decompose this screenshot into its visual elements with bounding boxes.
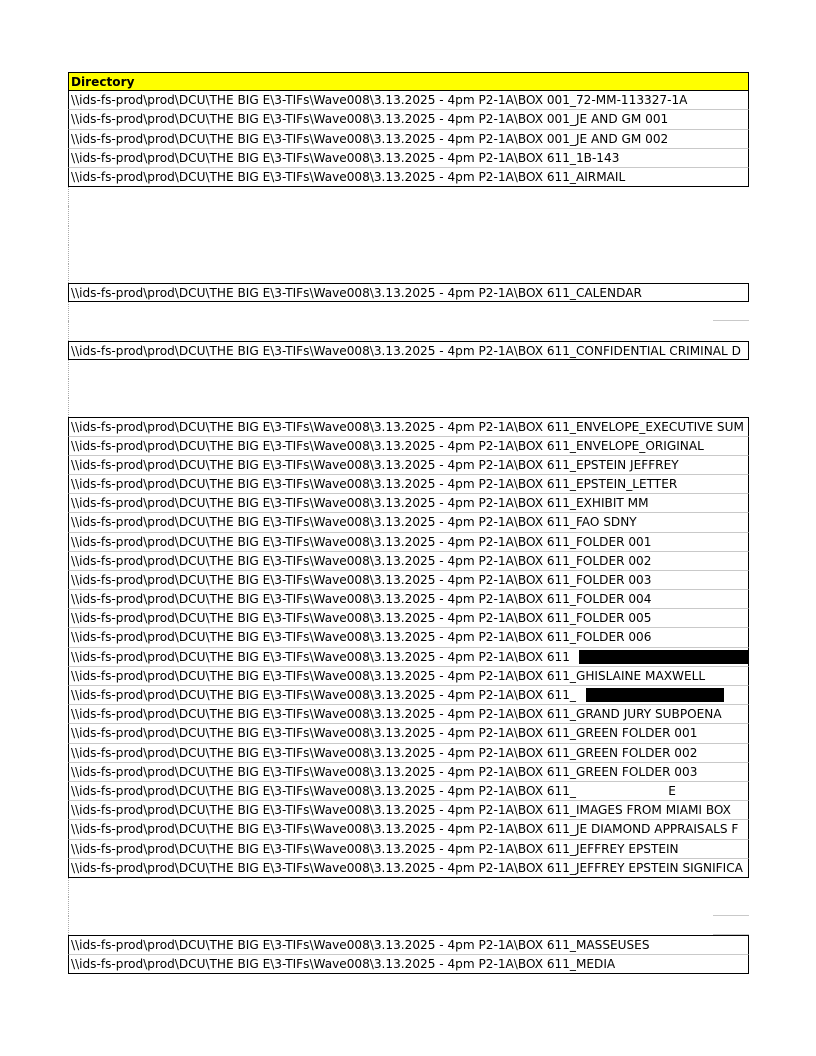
blank-row <box>68 302 749 321</box>
table-row <box>68 801 749 820</box>
table-row <box>68 283 749 302</box>
table-row <box>68 552 749 571</box>
directory-path-cell: \\ids-fs-prod\prod\DCU\THE BIG E\3-TIFs\Wave008\3.13.2025 - 4pm P2-1A\BOX 611_MEDIA <box>71 956 616 971</box>
table-row <box>68 744 749 763</box>
directory-path-cell: \\ids-fs-prod\prod\DCU\THE BIG E\3-TIFs\Wave008\3.13.2025 - 4pm P2-1A\BOX 611_FAO SDNY <box>71 515 637 530</box>
blank-row <box>68 878 749 897</box>
directory-path-cell: \\ids-fs-prod\prod\DCU\THE BIG E\3-TIFs\Wave008\3.13.2025 - 4pm P2-1A\BOX 611_MASSEUSES <box>71 938 650 953</box>
directory-path-cell: \\ids-fs-prod\prod\DCU\THE BIG E\3-TIFs\Wave008\3.13.2025 - 4pm P2-1A\BOX 611_FOLDER 006 <box>71 630 652 645</box>
blank-row <box>68 379 749 398</box>
table-row <box>68 648 749 667</box>
blank-row <box>68 321 749 340</box>
table-row <box>68 705 749 724</box>
table-row <box>68 628 749 647</box>
table-row <box>68 590 749 609</box>
blank-row <box>68 226 749 245</box>
table-row <box>68 859 749 878</box>
table-row <box>68 149 749 168</box>
blank-row <box>68 206 749 225</box>
table-row <box>68 935 749 954</box>
directory-path-cell: \\ids-fs-prod\prod\DCU\THE BIG E\3-TIFs\Wave008\3.13.2025 - 4pm P2-1A\BOX 611_EPSTEIN JEFFREY <box>71 457 679 472</box>
table-row <box>68 533 749 552</box>
table-row <box>68 456 749 475</box>
table-row <box>68 686 749 705</box>
table-row <box>68 91 749 110</box>
directory-path-cell: \\ids-fs-prod\prod\DCU\THE BIG E\3-TIFs\Wave008\3.13.2025 - 4pm P2-1A\BOX 611_CALENDAR <box>71 286 642 301</box>
directory-path-cell: \\ids-fs-prod\prod\DCU\THE BIG E\3-TIFs\Wave008\3.13.2025 - 4pm P2-1A\BOX 611_JE DIAMOND APPRAISALS F <box>71 822 739 837</box>
blank-row <box>68 187 749 206</box>
table-row <box>68 475 749 494</box>
directory-path-cell: \\ids-fs-prod\prod\DCU\THE BIG E\3-TIFs\Wave008\3.13.2025 - 4pm P2-1A\BOX 611_AIRMAIL <box>71 169 626 184</box>
directory-path-cell: \\ids-fs-prod\prod\DCU\THE BIG E\3-TIFs\Wave008\3.13.2025 - 4pm P2-1A\BOX 001_JE AND GM 002 <box>71 131 669 146</box>
table-row <box>68 494 749 513</box>
table-row <box>68 840 749 859</box>
directory-path-cell: \\ids-fs-prod\prod\DCU\THE BIG E\3-TIFs\Wave008\3.13.2025 - 4pm P2-1A\BOX 611_JEFFREY EPSTEIN <box>71 841 679 856</box>
directory-path-cell: \\ids-fs-prod\prod\DCU\THE BIG E\3-TIFs\Wave008\3.13.2025 - 4pm P2-1A\BOX 611_EPSTEIN_LETTER <box>71 476 678 491</box>
table-row <box>68 667 749 686</box>
redaction-block <box>586 688 724 702</box>
table-row <box>68 571 749 590</box>
table-row <box>68 130 749 149</box>
table-row <box>68 763 749 782</box>
table-row <box>68 110 749 129</box>
table-row <box>68 417 749 436</box>
rows-container <box>68 91 749 974</box>
redaction-block <box>579 650 749 664</box>
directory-path-cell: \\ids-fs-prod\prod\DCU\THE BIG E\3-TIFs\Wave008\3.13.2025 - 4pm P2-1A\BOX 611_GREEN FOLDER 003 <box>71 764 698 779</box>
directory-path-cell: \\ids-fs-prod\prod\DCU\THE BIG E\3-TIFs\Wave008\3.13.2025 - 4pm P2-1A\BOX 611_FOLDER 001 <box>71 534 652 549</box>
header-cell: Directory <box>71 75 135 89</box>
directory-sheet <box>68 72 749 974</box>
directory-path-cell: \\ids-fs-prod\prod\DCU\THE BIG E\3-TIFs\Wave008\3.13.2025 - 4pm P2-1A\BOX 611_FOLDER 005 <box>71 611 652 626</box>
directory-path-cell: \\ids-fs-prod\prod\DCU\THE BIG E\3-TIFs\Wave008\3.13.2025 - 4pm P2-1A\BOX 611_JEFFREY EPSTEIN SIGNIFICA <box>71 860 743 875</box>
table-row <box>68 782 749 801</box>
table-row <box>68 609 749 628</box>
table-row <box>68 820 749 839</box>
directory-path-cell: \\ids-fs-prod\prod\DCU\THE BIG E\3-TIFs\Wave008\3.13.2025 - 4pm P2-1A\BOX 001_72-MM-113327-1A <box>71 93 688 108</box>
directory-path-cell: \\ids-fs-prod\prod\DCU\THE BIG E\3-TIFs\Wave008\3.13.2025 - 4pm P2-1A\BOX 001_JE AND GM 001 <box>71 112 669 127</box>
directory-path-cell: \\ids-fs-prod\prod\DCU\THE BIG E\3-TIFs\Wave008\3.13.2025 - 4pm P2-1A\BOX 611_EXHIBIT MM <box>71 496 649 511</box>
table-row <box>68 437 749 456</box>
directory-path-cell: \\ids-fs-prod\prod\DCU\THE BIG E\3-TIFs\Wave008\3.13.2025 - 4pm P2-1A\BOX 611_ E <box>71 783 676 798</box>
table-row <box>68 724 749 743</box>
table-row <box>68 955 749 974</box>
directory-path-cell: \\ids-fs-prod\prod\DCU\THE BIG E\3-TIFs\Wave008\3.13.2025 - 4pm P2-1A\BOX 611_GHISLAINE MAXWELL <box>71 668 706 683</box>
blank-row <box>68 897 749 916</box>
table-row <box>68 168 749 187</box>
directory-path-cell: \\ids-fs-prod\prod\DCU\THE BIG E\3-TIFs\Wave008\3.13.2025 - 4pm P2-1A\BOX 611_GREEN FOLDER 002 <box>71 745 698 760</box>
directory-path-cell: \\ids-fs-prod\prod\DCU\THE BIG E\3-TIFs\Wave008\3.13.2025 - 4pm P2-1A\BOX 611_GREEN FOLDER 001 <box>71 726 698 741</box>
directory-path-cell: \\ids-fs-prod\prod\DCU\THE BIG E\3-TIFs\Wave008\3.13.2025 - 4pm P2-1A\BOX 611_FOLDER 003 <box>71 572 652 587</box>
blank-row <box>68 245 749 264</box>
directory-path-cell: \\ids-fs-prod\prod\DCU\THE BIG E\3-TIFs\Wave008\3.13.2025 - 4pm P2-1A\BOX 611_FOLDER 002 <box>71 553 652 568</box>
table-row <box>68 513 749 532</box>
directory-path-cell: \\ids-fs-prod\prod\DCU\THE BIG E\3-TIFs\Wave008\3.13.2025 - 4pm P2-1A\BOX 611_1B-143 <box>71 150 620 165</box>
directory-path-cell: \\ids-fs-prod\prod\DCU\THE BIG E\3-TIFs\Wave008\3.13.2025 - 4pm P2-1A\BOX 611_CONFIDENTIAL CRIMINAL D <box>71 343 741 358</box>
directory-path-cell: \\ids-fs-prod\prod\DCU\THE BIG E\3-TIFs\Wave008\3.13.2025 - 4pm P2-1A\BOX 611_GRAND JURY SUBPOENA <box>71 707 722 722</box>
blank-row <box>68 264 749 283</box>
directory-path-cell: \\ids-fs-prod\prod\DCU\THE BIG E\3-TIFs\Wave008\3.13.2025 - 4pm P2-1A\BOX 611_ <box>71 688 576 702</box>
directory-path-cell: \\ids-fs-prod\prod\DCU\THE BIG E\3-TIFs\Wave008\3.13.2025 - 4pm P2-1A\BOX 611_IMAGES FROM MIAMI BOX <box>71 803 731 818</box>
header-row <box>68 72 749 91</box>
blank-row <box>68 360 749 379</box>
directory-path-cell: \\ids-fs-prod\prod\DCU\THE BIG E\3-TIFs\Wave008\3.13.2025 - 4pm P2-1A\BOX 611_FOLDER 004 <box>71 592 652 607</box>
blank-row <box>68 916 749 935</box>
directory-path-cell: \\ids-fs-prod\prod\DCU\THE BIG E\3-TIFs\Wave008\3.13.2025 - 4pm P2-1A\BOX 611 <box>71 649 570 664</box>
table-row <box>68 341 749 360</box>
directory-path-cell: \\ids-fs-prod\prod\DCU\THE BIG E\3-TIFs\Wave008\3.13.2025 - 4pm P2-1A\BOX 611_ENVELOPE_EXECUTIVE SUM <box>71 420 744 435</box>
blank-row <box>68 398 749 417</box>
directory-path-cell: \\ids-fs-prod\prod\DCU\THE BIG E\3-TIFs\Wave008\3.13.2025 - 4pm P2-1A\BOX 611_ENVELOPE_ORIGINAL <box>71 438 704 453</box>
